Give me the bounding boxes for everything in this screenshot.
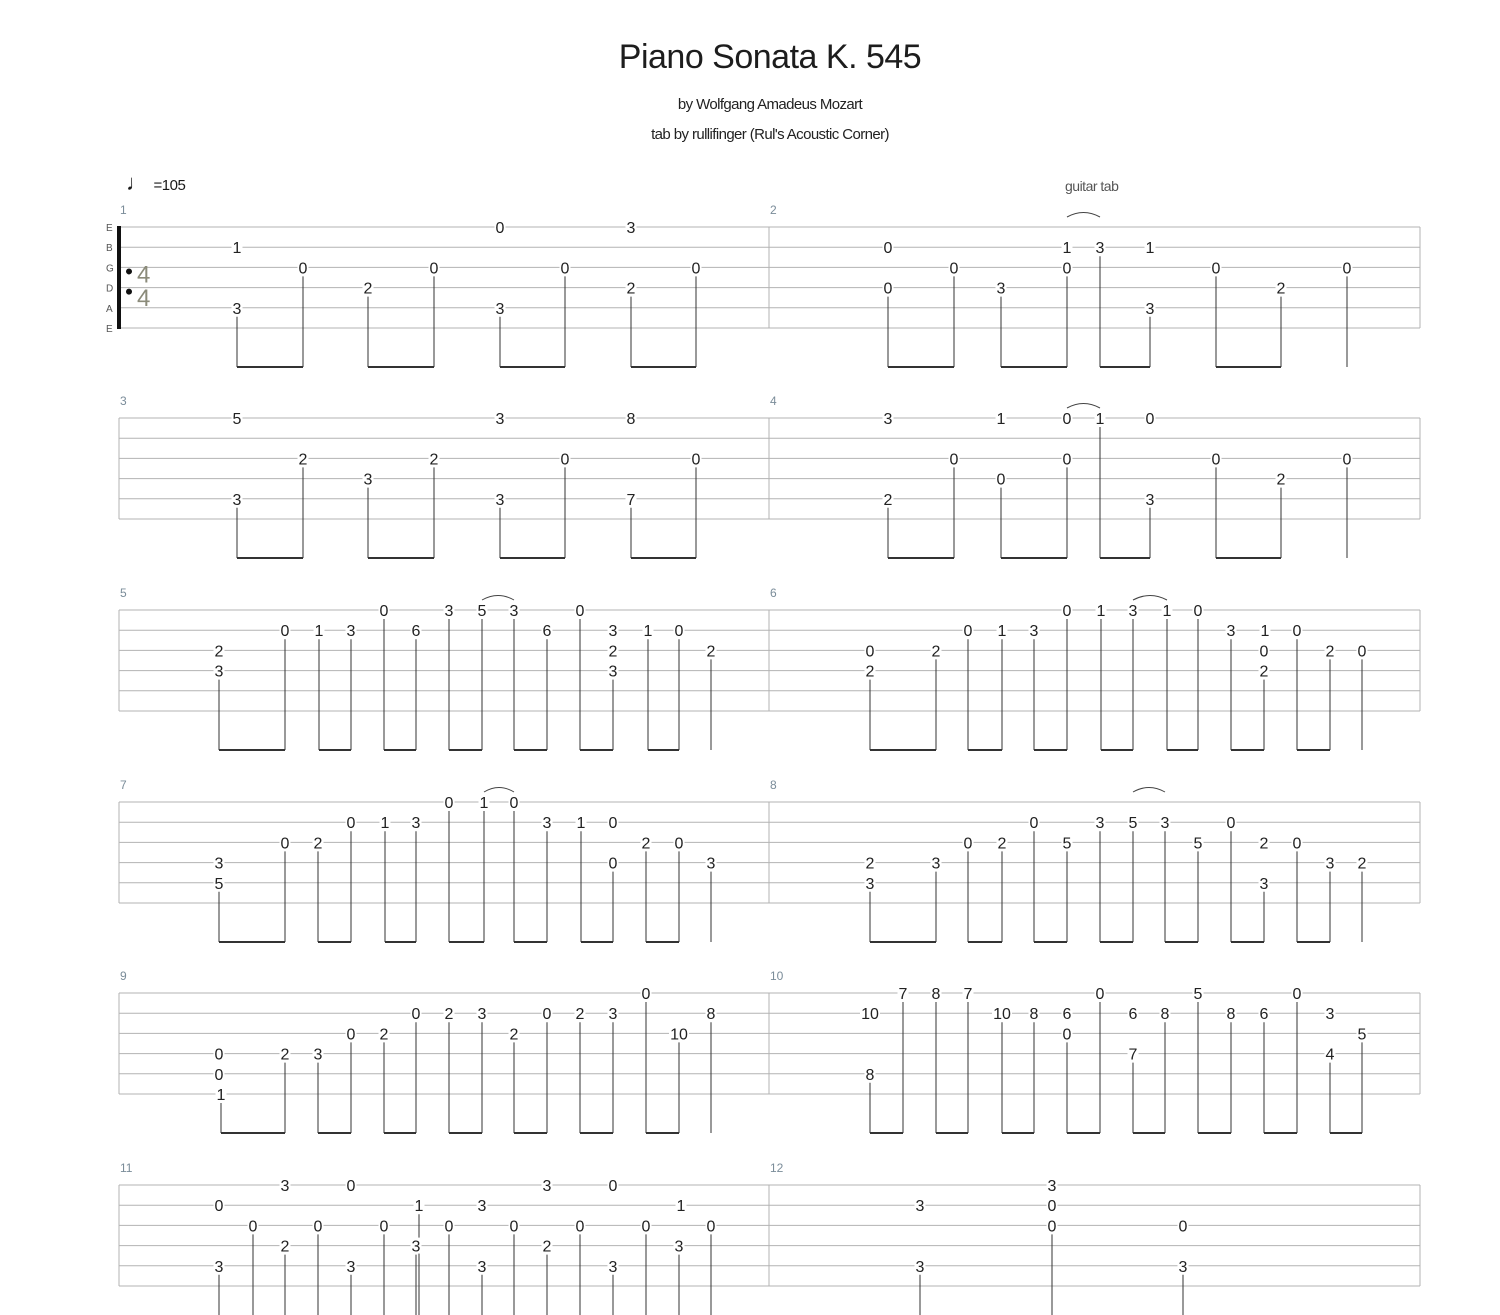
fret-number: 6 [411,623,421,641]
fret-number: 3 [495,411,505,428]
fret-number: 1 [1145,240,1155,258]
fret-number: 3 [706,855,716,873]
fret-number: 0 [346,1026,356,1044]
fret-number: 3 [346,623,356,641]
fret-number: 8 [706,1006,716,1024]
repeat-dot [126,268,132,274]
fret-number: 3 [865,875,875,893]
fret-number: 8 [1226,1006,1236,1024]
fret-number: 3 [1029,623,1039,641]
fret-number: 6 [1062,1006,1072,1024]
fret-number: 0 [1062,411,1072,428]
fret-number: 2 [280,1046,290,1064]
fret-number: 0 [379,1218,389,1236]
fret-number: 2 [379,1026,389,1044]
fret-number: 0 [1211,260,1221,278]
fret-number: 8 [865,1066,875,1084]
fret-number: 3 [363,471,373,489]
fret-number: 5 [1357,1026,1367,1044]
fret-number: 0 [411,1006,421,1024]
fret-number: 6 [1128,1006,1138,1024]
fret-number: 3 [1095,815,1105,833]
fret-number: 3 [346,1258,356,1276]
fret-number: 1 [576,815,586,833]
fret-number: 1 [1096,603,1106,620]
fret-number: 0 [963,623,973,641]
tempo-value: =105 [153,177,186,194]
fret-number: 0 [1259,643,1269,661]
fret-number: 0 [1145,411,1155,428]
fret-number: 0 [542,1006,552,1024]
fret-number: 2 [1325,643,1335,661]
measure-number: 8 [770,778,777,792]
fret-number: 0 [691,260,701,278]
fret-number: 1 [996,411,1006,428]
time-signature-bottom: 4 [137,284,151,312]
fret-number: 3 [674,1238,684,1256]
string-name-label: E [106,324,113,335]
fret-number: 3 [883,411,893,428]
repeat-dot [126,289,132,295]
fret-number: 3 [1226,623,1236,641]
fret-number: 3 [542,1178,552,1195]
fret-number: 0 [674,623,684,641]
fret-number: 3 [915,1258,925,1276]
fret-number: 2 [865,855,875,873]
fret-number: 0 [641,1218,651,1236]
track-label: guitar tab [1065,178,1119,194]
fret-number: 0 [575,1218,585,1236]
fret-number: 0 [883,240,893,258]
fret-number: 0 [444,1218,454,1236]
fret-number: 0 [641,986,651,1003]
measure-number: 12 [770,1161,784,1175]
fret-number: 2 [429,451,439,469]
fret-number: 2 [542,1238,552,1256]
measure-number: 5 [120,586,127,600]
fret-number: 0 [1062,260,1072,278]
fret-number: 0 [1211,451,1221,469]
fret-number: 0 [1292,835,1302,853]
measure-number: 4 [770,394,777,408]
fret-number: 10 [861,1006,879,1024]
fret-number: 0 [346,815,356,833]
start-barline [117,226,121,329]
fret-number: 2 [1259,663,1269,681]
fret-number: 1 [676,1198,686,1216]
tie-arc [1133,596,1167,601]
fret-number: 7 [898,986,908,1003]
fret-number: 2 [865,663,875,681]
fret-number: 0 [1062,451,1072,469]
measure-number: 3 [120,394,127,408]
fret-number: 1 [414,1198,424,1216]
fret-number: 0 [883,280,893,298]
fret-number: 3 [411,815,421,833]
fret-number: 1 [1260,623,1270,641]
score-title: Piano Sonata K. 545 [618,38,922,76]
fret-number: 3 [1259,875,1269,893]
fret-number: 0 [1292,623,1302,641]
measure-number: 9 [120,969,127,983]
fret-number: 2 [214,643,224,661]
fret-number: 3 [495,300,505,318]
fret-number: 5 [1128,815,1138,833]
fret-number: 3 [232,491,242,509]
fret-number: 6 [1259,1006,1269,1024]
fret-number: 0 [280,835,290,853]
fret-number: 3 [411,1238,421,1256]
fret-number: 0 [1292,986,1302,1003]
fret-number: 2 [509,1026,519,1044]
fret-number: 1 [997,623,1007,641]
fret-number: 5 [1193,835,1203,853]
fret-number: 2 [626,280,636,298]
fret-number: 3 [542,815,552,833]
tie-arc [484,788,514,793]
fret-number: 8 [931,986,941,1003]
fret-number: 3 [477,1006,487,1024]
fret-number: 8 [626,411,636,428]
fret-number: 5 [477,603,487,620]
fret-number: 0 [1029,815,1039,833]
fret-number: 0 [560,260,570,278]
fret-number: 0 [379,603,389,620]
fret-number: 1 [479,795,489,812]
fret-number: 2 [1276,280,1286,298]
fret-number: 10 [993,1006,1011,1024]
fret-number: 2 [997,835,1007,853]
fret-number: 5 [1062,835,1072,853]
fret-number: 0 [346,1178,356,1195]
fret-number: 0 [1047,1218,1057,1236]
tie-arc [1067,213,1100,218]
fret-number: 3 [232,300,242,318]
fret-number: 2 [444,1006,454,1024]
fret-number: 3 [495,491,505,509]
fret-number: 5 [232,411,242,428]
fret-number: 2 [1357,855,1367,873]
fret-number: 3 [608,1006,618,1024]
fret-number: 8 [1160,1006,1170,1024]
fret-number: 3 [626,220,636,237]
fret-number: 1 [1162,603,1172,620]
fret-number: 0 [509,1218,519,1236]
string-name-label: D [106,283,114,295]
fret-number: 3 [313,1046,323,1064]
fret-number: 0 [214,1198,224,1216]
fret-number: 3 [280,1178,290,1195]
fret-number: 3 [1178,1258,1188,1276]
fret-number: 3 [214,663,224,681]
fret-number: 3 [1160,815,1170,833]
tie-arc [482,596,514,601]
fret-number: 1 [314,623,324,641]
fret-number: 0 [1062,1026,1072,1044]
fret-number: 2 [1259,835,1269,853]
quarter-note-icon: ♩ [126,170,148,195]
fret-number: 2 [706,643,716,661]
measure-number: 6 [770,586,777,600]
fret-number: 3 [1145,300,1155,318]
fret-number: 0 [1342,451,1352,469]
fret-number: 3 [214,855,224,873]
measure-number: 11 [120,1161,133,1175]
fret-number: 3 [1095,240,1105,258]
fret-number: 1 [1062,240,1072,258]
fret-number: 1 [643,623,653,641]
fret-number: 3 [1325,855,1335,873]
fret-number: 0 [706,1218,716,1236]
fret-number: 3 [608,623,618,641]
fret-number: 0 [248,1218,258,1236]
fret-number: 2 [1276,471,1286,489]
fret-number: 0 [495,220,505,237]
measure-number: 10 [770,969,784,983]
fret-number: 0 [996,471,1006,489]
fret-number: 3 [214,1258,224,1276]
fret-number: 0 [429,260,439,278]
fret-number: 0 [313,1218,323,1236]
tie-arc [1067,404,1100,409]
fret-number: 0 [949,451,959,469]
measure-number: 1 [120,203,127,217]
fret-number: 7 [626,491,636,509]
fret-number: 0 [560,451,570,469]
fret-number: 1 [216,1087,226,1104]
fret-number: 0 [1357,643,1367,661]
fret-number: 1 [380,815,390,833]
fret-number: 3 [1325,1006,1335,1024]
fret-number: 0 [298,260,308,278]
fret-number: 10 [670,1026,688,1044]
fret-number: 3 [477,1258,487,1276]
tie-arc [1133,788,1165,793]
fret-number: 8 [1029,1006,1039,1024]
fret-number: 3 [996,280,1006,298]
fret-number: 0 [1047,1198,1057,1216]
fret-number: 2 [931,643,941,661]
fret-number: 3 [444,603,454,620]
fret-number: 0 [674,835,684,853]
fret-number: 3 [509,603,519,620]
fret-number: 0 [1226,815,1236,833]
fret-number: 0 [1095,986,1105,1003]
string-name-label: G [106,263,114,275]
measure-number: 2 [770,203,777,217]
fret-number: 2 [298,451,308,469]
fret-number: 1 [232,240,242,258]
fret-number: 2 [575,1006,585,1024]
fret-number: 0 [608,855,618,873]
time-signature-top: 4 [137,261,151,289]
string-name-label: A [106,303,113,315]
fret-number: 7 [963,986,973,1003]
fret-number: 2 [313,835,323,853]
fret-number: 0 [691,451,701,469]
fret-number: 3 [1145,491,1155,509]
string-name-label: E [106,223,113,234]
fret-number: 0 [444,795,454,812]
fret-number: 0 [1178,1218,1188,1236]
fret-number: 3 [1128,603,1138,620]
fret-number: 0 [214,1046,224,1064]
fret-number: 1 [1095,411,1105,428]
fret-number: 0 [280,623,290,641]
fret-number: 7 [1128,1046,1138,1064]
fret-number: 0 [1062,603,1072,620]
fret-number: 3 [931,855,941,873]
fret-number: 2 [608,643,618,661]
fret-number: 3 [915,1198,925,1216]
fret-number: 0 [509,795,519,812]
fret-number: 0 [608,1178,618,1195]
fret-number: 2 [280,1238,290,1256]
fret-number: 3 [608,1258,618,1276]
fret-number: 0 [214,1066,224,1084]
fret-number: 6 [542,623,552,641]
tabber-line: tab by rullifinger (Rul's Acoustic Corner) [651,126,889,143]
fret-number: 0 [608,815,618,833]
fret-number: 0 [1193,603,1203,620]
fret-number: 5 [214,875,224,893]
composer-line: by Wolfgang Amadeus Mozart [677,96,863,113]
fret-number: 0 [575,603,585,620]
fret-number: 2 [641,835,651,853]
fret-number: 4 [1325,1046,1335,1064]
fret-number: 3 [477,1198,487,1216]
fret-number: 2 [363,280,373,298]
fret-number: 3 [1047,1178,1057,1195]
string-name-label: B [106,243,113,255]
fret-number: 0 [963,835,973,853]
fret-number: 3 [608,663,618,681]
fret-number: 2 [883,491,893,509]
fret-number: 0 [949,260,959,278]
fret-number: 5 [1193,986,1203,1003]
fret-number: 0 [1342,260,1352,278]
measure-number: 7 [120,778,127,792]
fret-number: 0 [865,643,875,661]
